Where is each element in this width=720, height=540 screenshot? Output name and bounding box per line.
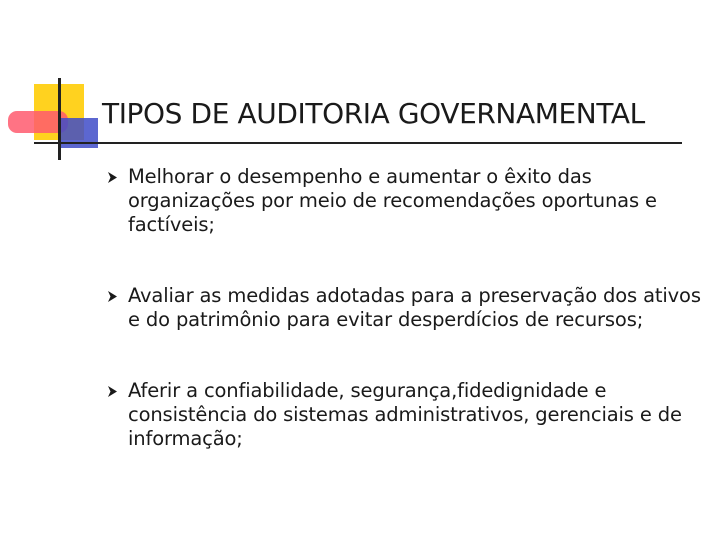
arrowhead-bullet-icon [107,386,118,397]
bullet-text: Melhorar o desempenho e aumentar o êxito das organizações por meio de recomendações oportunas e factíveis; [128,165,657,236]
bullet-text: Avaliar as medidas adotadas para a preservação dos ativos e do patrimônio para evitar desperdícios de recursos; [128,284,701,331]
bullet-item [107,165,707,237]
decorative-logo-icon [0,0,110,170]
bullet-item [107,379,707,451]
slide-title: TIPOS DE AUDITORIA GOVERNAMENTAL [102,97,645,130]
arrowhead-bullet-icon [107,172,118,183]
bullet-list [107,165,707,451]
title-divider [34,142,682,144]
bullet-text: Aferir a confiabilidade, segurança,fidedignidade e consistência do sistemas administrativos, gerenciais e de informação; [128,379,682,450]
bullet-item [107,284,707,332]
arrowhead-bullet-icon [107,291,118,302]
